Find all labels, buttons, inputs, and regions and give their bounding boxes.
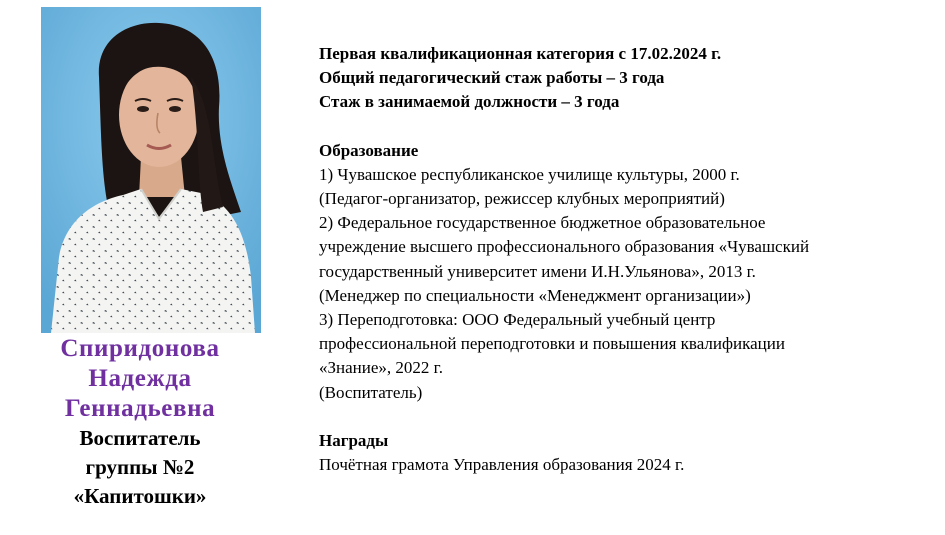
education-line: (Воспитатель) bbox=[319, 382, 423, 402]
education-line: профессиональной переподготовки и повышения квалификации bbox=[319, 334, 785, 354]
education-line: 1) Чувашское республиканское училище культуры, 2000 г. bbox=[319, 164, 740, 184]
education-line: «Знание», 2022 г. bbox=[319, 358, 443, 378]
person-patronymic: Геннадьевна bbox=[64, 395, 216, 422]
person-group: группы №2 bbox=[85, 455, 195, 479]
person-card bbox=[30, 334, 250, 511]
education-line: учреждение высшего профессионального образования «Чувашский bbox=[319, 237, 810, 257]
award-item: Почётная грамота Управления образования 2024 г. bbox=[319, 455, 685, 475]
info-section bbox=[319, 42, 929, 477]
person-position: Воспитатель bbox=[79, 426, 201, 450]
person-first-name: Надежда bbox=[88, 365, 192, 392]
qualification-category: Первая квалификационная категория с 17.02.2024 г. bbox=[319, 44, 722, 63]
person-surname: Спиридонова bbox=[60, 335, 220, 362]
education-line: государственный университет имени И.Н.Ульянова», 2013 г. bbox=[319, 261, 756, 281]
education-line: (Менеджер по специальности «Менеджмент организации») bbox=[319, 285, 751, 305]
person-group-name: «Капитошки» bbox=[73, 484, 207, 508]
portrait-photo bbox=[41, 7, 261, 333]
total-experience: Общий педагогический стаж работы – 3 года bbox=[319, 68, 665, 88]
awards-heading: Награды bbox=[319, 430, 389, 450]
education-line: (Педагог-организатор, режиссер клубных мероприятий) bbox=[319, 189, 725, 209]
education-line: 2) Федеральное государственное бюджетное образовательное bbox=[319, 213, 766, 233]
position-experience: Стаж в занимаемой должности – 3 года bbox=[319, 92, 620, 112]
education-line: 3) Переподготовка: ООО Федеральный учебный центр bbox=[319, 310, 716, 330]
education-heading: Образование bbox=[319, 140, 419, 160]
